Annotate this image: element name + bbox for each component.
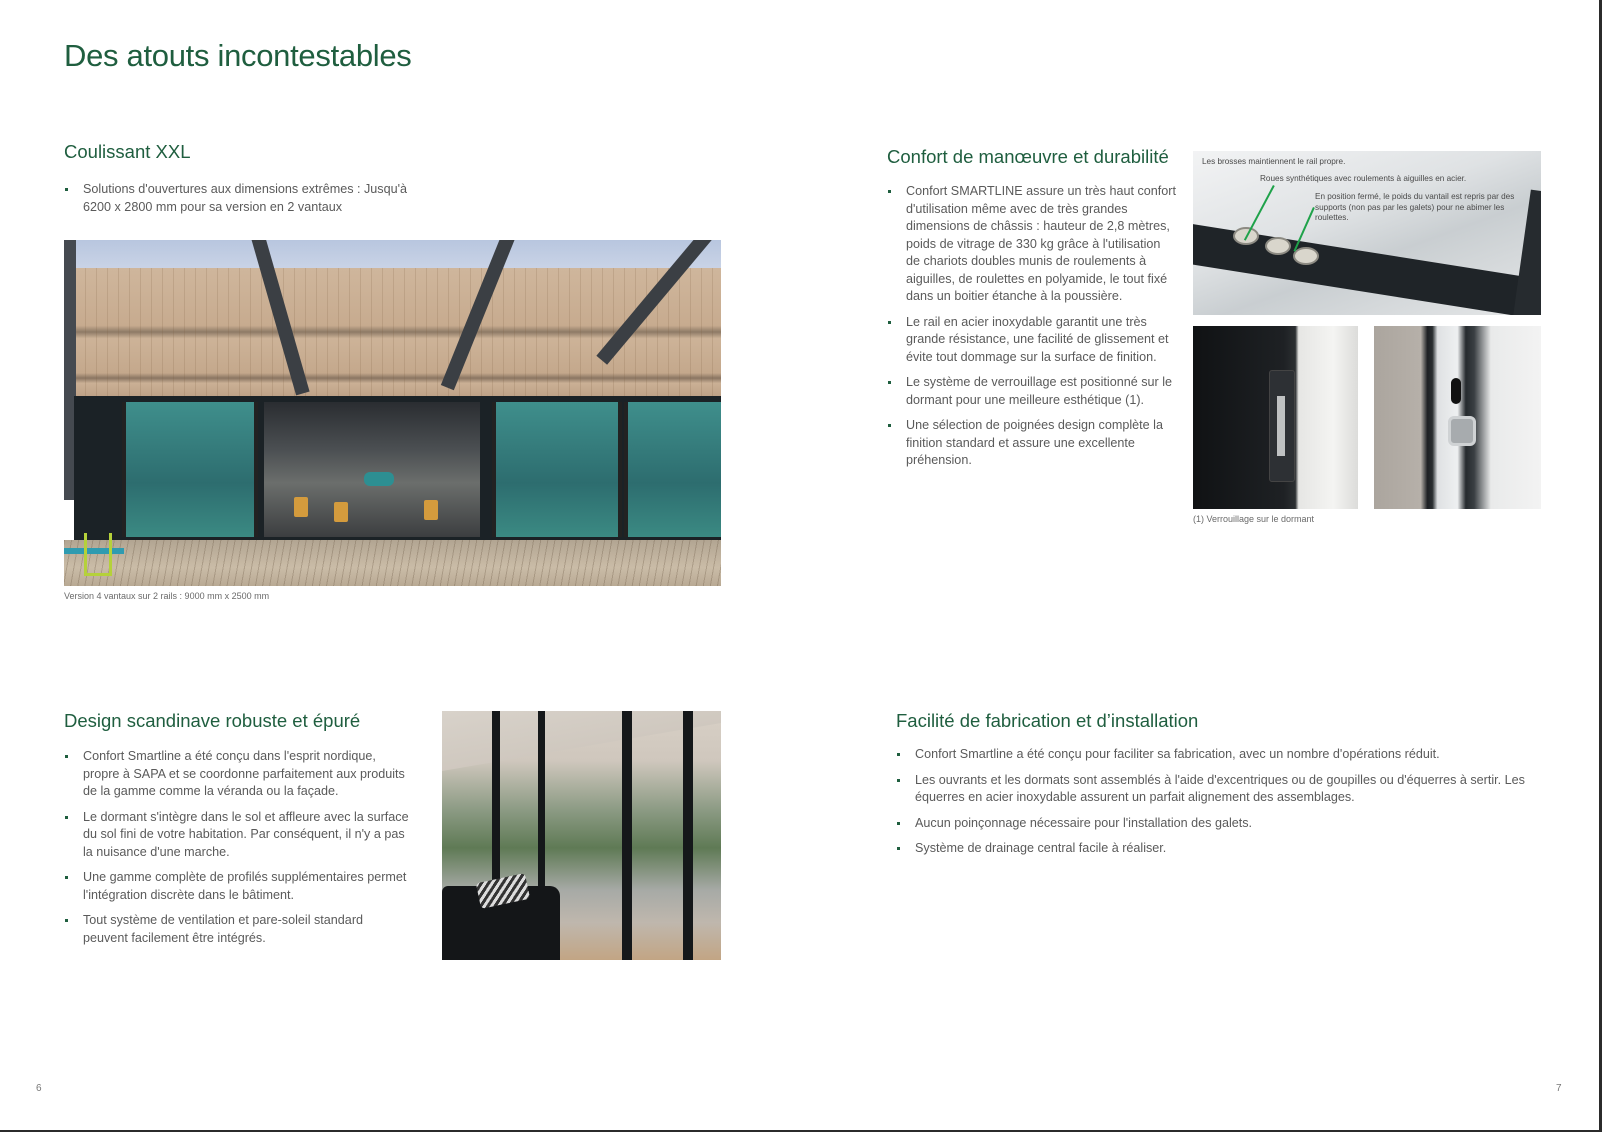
section-title-coulissant: Coulissant XXL [64, 141, 191, 162]
list-item: Le système de verrouillage est positionné sur le dormant pour une meilleure esthétique (1). [887, 374, 1177, 409]
list-item: Confort SMARTLINE assure un très haut confort d'utilisation même avec de très grandes dimensions de châssis : hauteur de 2,8 mètres, poids de vitrage de 330 kg grâce à l'utilisation de chariots doubles munis de roulements à aiguilles, de roulettes en polyamide, le tout fixé dans un boitier étanche à la poussière. [887, 183, 1177, 306]
section-title-confort: Confort de manœuvre et durabilité [887, 146, 1169, 167]
terrace-photo-caption: Version 4 vantaux sur 2 rails : 9000 mm x 2500 mm [64, 591, 270, 601]
fabrication-bullet-list [896, 746, 1536, 866]
mechanism-label-wheels: Roues synthétiques avec roulements à aiguilles en acier. [1260, 174, 1467, 183]
list-item: Solutions d'ouvertures aux dimensions extrêmes : Jusqu'à 6200 x 2800 mm pour sa version en 2 vantaux [64, 181, 424, 216]
list-item: Les ouvrants et les dormats sont assemblés à l'aide d'excentriques ou de goupilles ou d'équerres à sertir. Les équerres en acier inoxydable assurent un parfait alignement des assemblages. [896, 772, 1536, 807]
confort-bullet-list [887, 183, 1177, 478]
list-item: Le dormant s'intègre dans le sol et affleure avec la surface du sol fini de votre habitation. Par conséquent, il n'y a pas la nuisance d'une marche. [64, 809, 409, 862]
page-number-right: 7 [1556, 1083, 1562, 1094]
terrace-sliding-door-photo [64, 240, 721, 586]
rolling-mechanism-photo [1193, 151, 1541, 315]
page-number-left: 6 [36, 1083, 42, 1094]
coulissant-bullet-list [64, 181, 424, 224]
page-title: Des atouts incontestables [64, 38, 412, 73]
mechanism-label-brushes: Les brosses maintiennent le rail propre. [1202, 157, 1346, 166]
list-item: Une gamme complète de profilés supplémentaires permet l'intégration discrète dans le bâtiment. [64, 869, 409, 904]
list-item: Tout système de ventilation et pare-soleil standard peuvent facilement être intégrés. [64, 912, 409, 947]
living-room-sliding-door-photo [442, 711, 721, 960]
list-item: Confort Smartline a été conçu dans l'esprit nordique, propre à SAPA et se coordonne parfaitement aux produits de la gamme comme la véranda ou la façade. [64, 748, 409, 801]
lock-hook-photo [1374, 326, 1541, 509]
list-item: Aucun poinçonnage nécessaire pour l'installation des galets. [896, 815, 1536, 833]
list-item: Le rail en acier inoxydable garantit une très grande résistance, une facilité de glissement et évite tout dommage sur la surface de finition. [887, 314, 1177, 367]
lock-caption: (1) Verrouillage sur le dormant [1193, 514, 1315, 524]
mechanism-label-supports: En position fermé, le poids du vantail est repris par des supports (non pas par les galets) pour ne abimer les roulettes. [1315, 192, 1515, 222]
list-item: Une sélection de poignées design complète la finition standard et assure une excellente préhension. [887, 417, 1177, 470]
list-item: Système de drainage central facile à réaliser. [896, 840, 1536, 858]
list-item: Confort Smartline a été conçu pour faciliter sa fabrication, avec un nombre d'opérations réduit. [896, 746, 1536, 764]
design-bullet-list [64, 748, 409, 955]
section-title-design: Design scandinave robuste et épuré [64, 710, 361, 731]
section-title-fabrication: Facilité de fabrication et d’installation [896, 710, 1199, 731]
lock-keeper-photo [1193, 326, 1358, 509]
